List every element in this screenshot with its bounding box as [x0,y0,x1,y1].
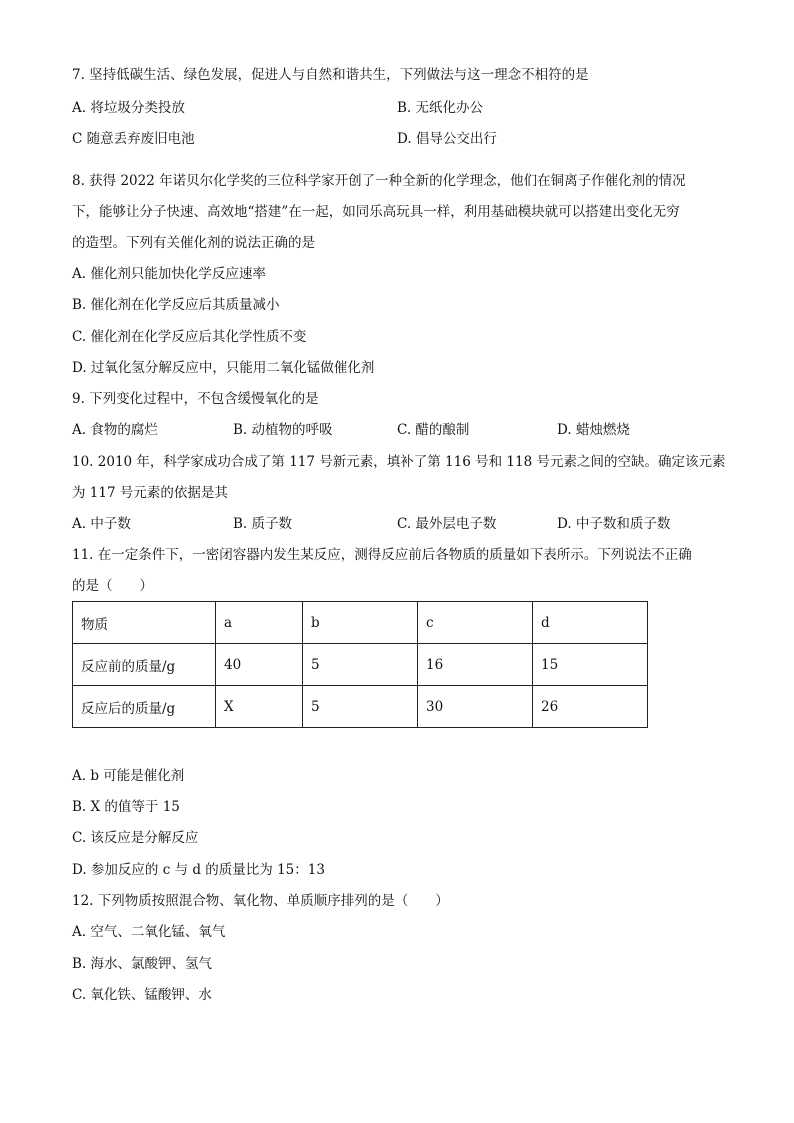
table-header-cell: a [216,602,303,644]
table-row [73,644,648,686]
mass-table [72,601,648,728]
q8-stem-line-2: 下，能够让分子快速、高效地“搭建”在一起，如同乐高玩具一样，利用基础模块就可以搭建出变化无穷 [72,204,680,220]
q11-option-c: C. 该反应是分解反应 [72,830,199,846]
q10-option-c: C. 最外层电子数 [397,516,497,532]
table-cell: 40 [216,644,303,686]
q10-option-d: D. 中子数和质子数 [557,516,671,532]
q11-option-d: D. 参加反应的 c 与 d 的质量比为 15：13 [72,862,325,878]
table-cell: 反应后的质量/g [73,686,216,728]
q12-stem: 12. 下列物质按照混合物、氧化物、单质顺序排列的是（ ） [72,893,449,909]
q9-stem: 9. 下列变化过程中，不包含缓慢氧化的是 [72,391,319,407]
q11-stem-line-2: 的是（ ） [72,578,153,594]
q8-option-b: B. 催化剂在化学反应后其质量减小 [72,297,280,313]
q12-option-c: C. 氧化铁、锰酸钾、水 [72,987,212,1003]
q8-option-d: D. 过氧化氢分解反应中，只能用二氧化锰做催化剂 [72,360,375,376]
q7-option-d: D. 倡导公交出行 [397,131,497,147]
q10-option-a: A. 中子数 [72,516,131,532]
table-row [73,686,648,728]
q9-option-d: D. 蜡烛燃烧 [557,422,630,438]
table-cell: X [216,686,303,728]
q8-option-c: C. 催化剂在化学反应后其化学性质不变 [72,329,307,345]
table-header-row [73,602,648,644]
q10-option-b: B. 质子数 [233,516,293,532]
q7-stem: 7. 坚持低碳生活、绿色发展，促进人与自然和谐共生，下列做法与这一理念不相符的是 [72,67,589,83]
q8-stem-line-1: 8. 获得 2022 年诺贝尔化学奖的三位科学家开创了一种全新的化学理念，他们在铜离子作催化剂的情况 [72,173,686,189]
table-header-cell: c [418,602,533,644]
table-cell: 5 [303,686,418,728]
q7-option-b: B. 无纸化办公 [397,100,484,116]
table-cell: 反应前的质量/g [73,644,216,686]
table-cell: 16 [418,644,533,686]
table-cell: 26 [533,686,648,728]
q7-option-c: C 随意丢弃废旧电池 [72,131,195,147]
table-header-cell: b [303,602,418,644]
q10-stem-line-2: 为 117 号元素的依据是其 [72,485,228,501]
q12-option-b: B. 海水、氯酸钾、氢气 [72,956,213,972]
q9-option-b: B. 动植物的呼吸 [233,422,333,438]
q11-option-b: B. X 的值等于 15 [72,799,180,815]
q8-stem-line-3: 的造型。下列有关催化剂的说法正确的是 [72,235,315,251]
table-header-cell: 物质 [73,602,216,644]
table-cell: 5 [303,644,418,686]
q12-option-a: A. 空气、二氧化锰、氧气 [72,924,226,940]
q11-stem-line-1: 11. 在一定条件下，一密闭容器内发生某反应，测得反应前后各物质的质量如下表所示。下列说法不正确 [72,547,692,563]
table-header-cell: d [533,602,648,644]
q11-option-a: A. b 可能是催化剂 [72,768,185,784]
q8-option-a: A. 催化剂只能加快化学反应速率 [72,266,266,282]
q9-option-a: A. 食物的腐烂 [72,422,158,438]
table-cell: 30 [418,686,533,728]
q10-stem-line-1: 10. 2010 年，科学家成功合成了第 117 号新元素，填补了第 116 号和 118 号元素之间的空缺。确定该元素 [72,454,726,470]
table-cell: 15 [533,644,648,686]
q7-option-a: A. 将垃圾分类投放 [72,100,185,116]
q9-option-c: C. 醋的酿制 [397,422,470,438]
